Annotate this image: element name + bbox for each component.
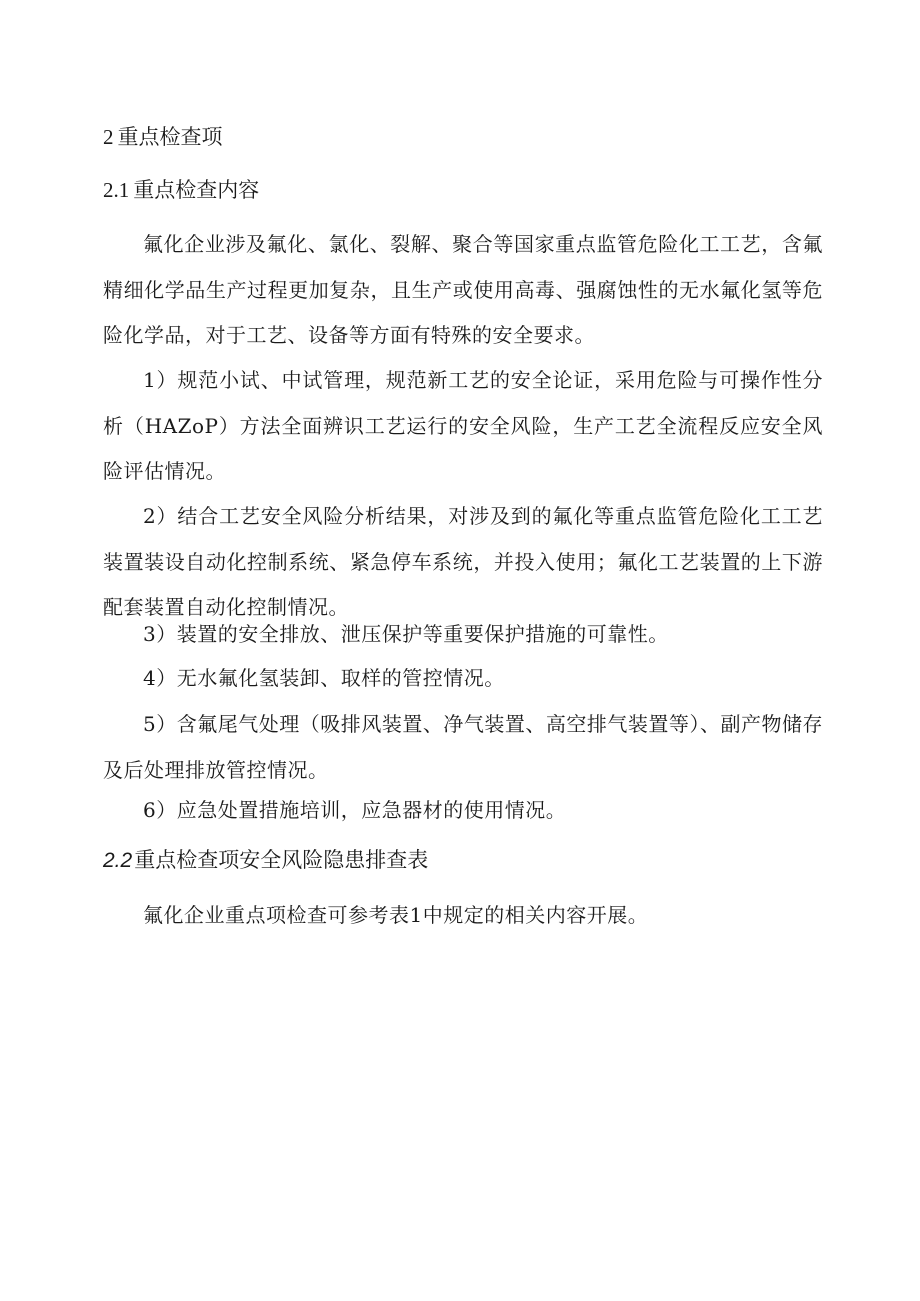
section-heading-2	[103, 124, 223, 150]
check-item-3: 3）装置的安全排放、泄压保护等重要保护措施的可靠性。	[143, 622, 669, 646]
section-number: 2	[103, 125, 114, 149]
section-title: 重点检查项	[117, 125, 223, 149]
section-heading-2-2	[103, 847, 428, 874]
section-heading-2-1	[103, 177, 259, 203]
check-item-5: 5）含氟尾气处理（吸排风装置、净气装置、高空排气装置等）、副产物储存及后处理排放管控情况。	[103, 712, 823, 782]
section-title: 重点检查内容	[133, 178, 260, 202]
section-number: 2.1	[103, 178, 130, 202]
reference-paragraph: 氟化企业重点项检查可参考表1中规定的相关内容开展。	[143, 903, 649, 927]
intro-paragraph: 氟化企业涉及氟化、氯化、裂解、聚合等国家重点监管危险化工工艺，含氟精细化学品生产过程更加复杂，且生产或使用高毒、强腐蚀性的无水氟化氢等危险化学品，对于工艺、设备等方面有特殊的安全要求。	[103, 232, 823, 347]
check-item-4: 4）无水氟化氢装卸、取样的管控情况。	[143, 666, 505, 690]
check-item-1: 1）规范小试、中试管理，规范新工艺的安全论证，采用危险与可操作性分析（HAZoP）方法全面辨识工艺运行的安全风险，生产工艺全流程反应安全风险评估情况。	[103, 368, 823, 483]
check-item-6: 6）应急处置措施培训，应急器材的使用情况。	[143, 798, 567, 822]
section-title: 重点检查项安全风险隐患排查表	[134, 848, 429, 872]
check-item-2: 2）结合工艺安全风险分析结果，对涉及到的氟化等重点监管危险化工工艺装置装设自动化控制系统、紧急停车系统，并投入使用；氟化工艺装置的上下游配套装置自动化控制情况。	[103, 504, 823, 619]
section-number: 2.2	[103, 849, 133, 872]
